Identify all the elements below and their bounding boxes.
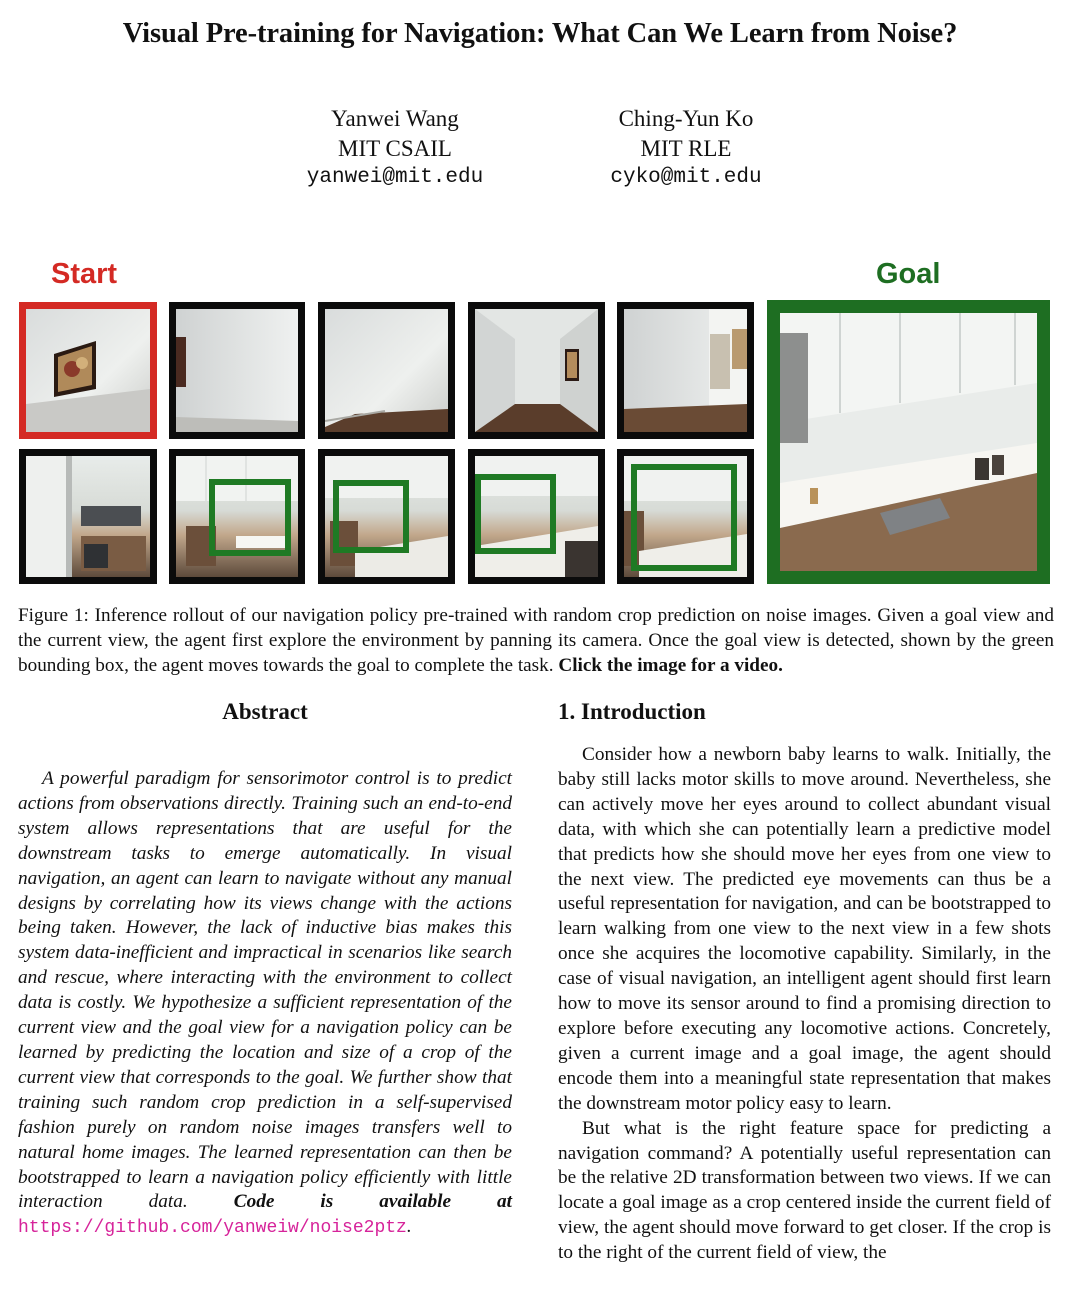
author-2 [556, 104, 816, 193]
view-frame-3 [468, 302, 605, 439]
hallway-view-image [475, 309, 598, 432]
view-frame-1 [169, 302, 305, 439]
introduction-heading: 1. Introduction [558, 699, 706, 724]
goal-bounding-box [475, 474, 556, 554]
author-affiliation: MIT CSAIL [338, 135, 452, 161]
goal-bounding-box [333, 480, 409, 553]
intro-paragraph-2: But what is the right feature space for predicting a navigation command? A potentially useful representation can be the relative 2D transformation between two views. If we can locate a goal image as a crop centered inside the current field of view, the agent should move forward to get closer. If the crop is to the right of the current field of view, the [558, 1117, 1051, 1264]
kitchen-view-image [26, 456, 150, 577]
view-frame-8 [468, 449, 605, 584]
room-view-image [624, 309, 747, 432]
author-affiliation: MIT RLE [640, 135, 732, 161]
start-view-frame [19, 302, 157, 439]
video-link[interactable]: Click the image for a video. [558, 655, 783, 676]
wall-view-image [176, 309, 298, 432]
author-1 [265, 104, 525, 193]
author-email[interactable]: cyko@mit.edu [610, 166, 762, 189]
introduction-body [558, 743, 1051, 1266]
abstract-text: A powerful paradigm for sensorimotor control is to predict actions from observations directly. Training such an end-to-end system allows representations that are useful for the downstream tasks to emerge automatically. In visual navigation, an agent can learn to navigate without any manual designs by correlating how its views change with the actions being taken. However, the lack of inductive bias makes this system data-inefficient and impractical in scenarios like search and rescue, where interacting with the environment to collect data is costly. We hypothesize a sufficient representation of the current view and the goal view for a navigation policy can be learned by predicting the location and size of a crop of the current view that corresponds to the goal. We further show that training such random crop prediction in a self-supervised fashion purely on random noise images transfers well to natural home images. The learned representation can then be bootstrapped to learn a navigation policy efficiently with little interaction data. [18, 768, 512, 1213]
author-name: Yanwei Wang [331, 106, 459, 131]
view-frame-9 [617, 449, 754, 584]
author-name: Ching-Yun Ko [618, 106, 754, 131]
goal-bounding-box [631, 464, 737, 571]
goal-view-frame [767, 300, 1050, 584]
wall-view-image [325, 309, 448, 432]
goal-bounding-box [209, 479, 291, 556]
view-frame-5 [19, 449, 157, 584]
view-frame-6 [169, 449, 305, 584]
goal-label: Goal [876, 258, 941, 290]
view-frame-7 [318, 449, 455, 584]
kitchen-goal-image [780, 313, 1037, 571]
start-label: Start [51, 258, 118, 290]
room-view-image [26, 309, 150, 432]
abstract-end: . [406, 1216, 412, 1238]
view-frame-2 [318, 302, 455, 439]
paper-title: Visual Pre-training for Navigation: What Can We Learn from Noise? [122, 18, 958, 49]
caption-text: Figure 1: Inference rollout of our navigation policy pre-trained with random crop prediction on noise images. Given a goal view and the current view, the agent first explore the environment by panning its camera. Once the goal view is detected, shown by the green bounding box, the agent moves towards the goal to complete the task. [18, 605, 1054, 676]
figure-caption [18, 603, 1054, 678]
code-availability-label: Code is available at [233, 1191, 512, 1213]
abstract-body [18, 767, 512, 1241]
github-link[interactable]: https://github.com/yanweiw/noise2ptz [18, 1218, 407, 1239]
abstract-heading: Abstract [222, 699, 308, 724]
author-email[interactable]: yanwei@mit.edu [306, 166, 484, 189]
intro-paragraph-1: Consider how a newborn baby learns to walk. Initially, the baby still lacks motor skills to move around. Nevertheless, she can actively move her eyes around to collect abundant visual data, with which she can potentially learn a predictive model that predicts how she should move her eyes from one view to the next view. The predicted eye movements can thus be a useful representation for navigation, and can be bootstrapped to learn walking from one view to the next view in a few shots once she acquires the locomotive capability. Similarly, in the case of visual navigation, an intelligent agent should first learn how to move its sensor around to find a promising direction to explore before executing any locomotive actions. Concretely, given a current image and a goal image, the agent should encode them into a meaningful state representation that makes the downstream motor policy easy to learn. [558, 744, 1051, 1114]
view-frame-4 [617, 302, 754, 439]
